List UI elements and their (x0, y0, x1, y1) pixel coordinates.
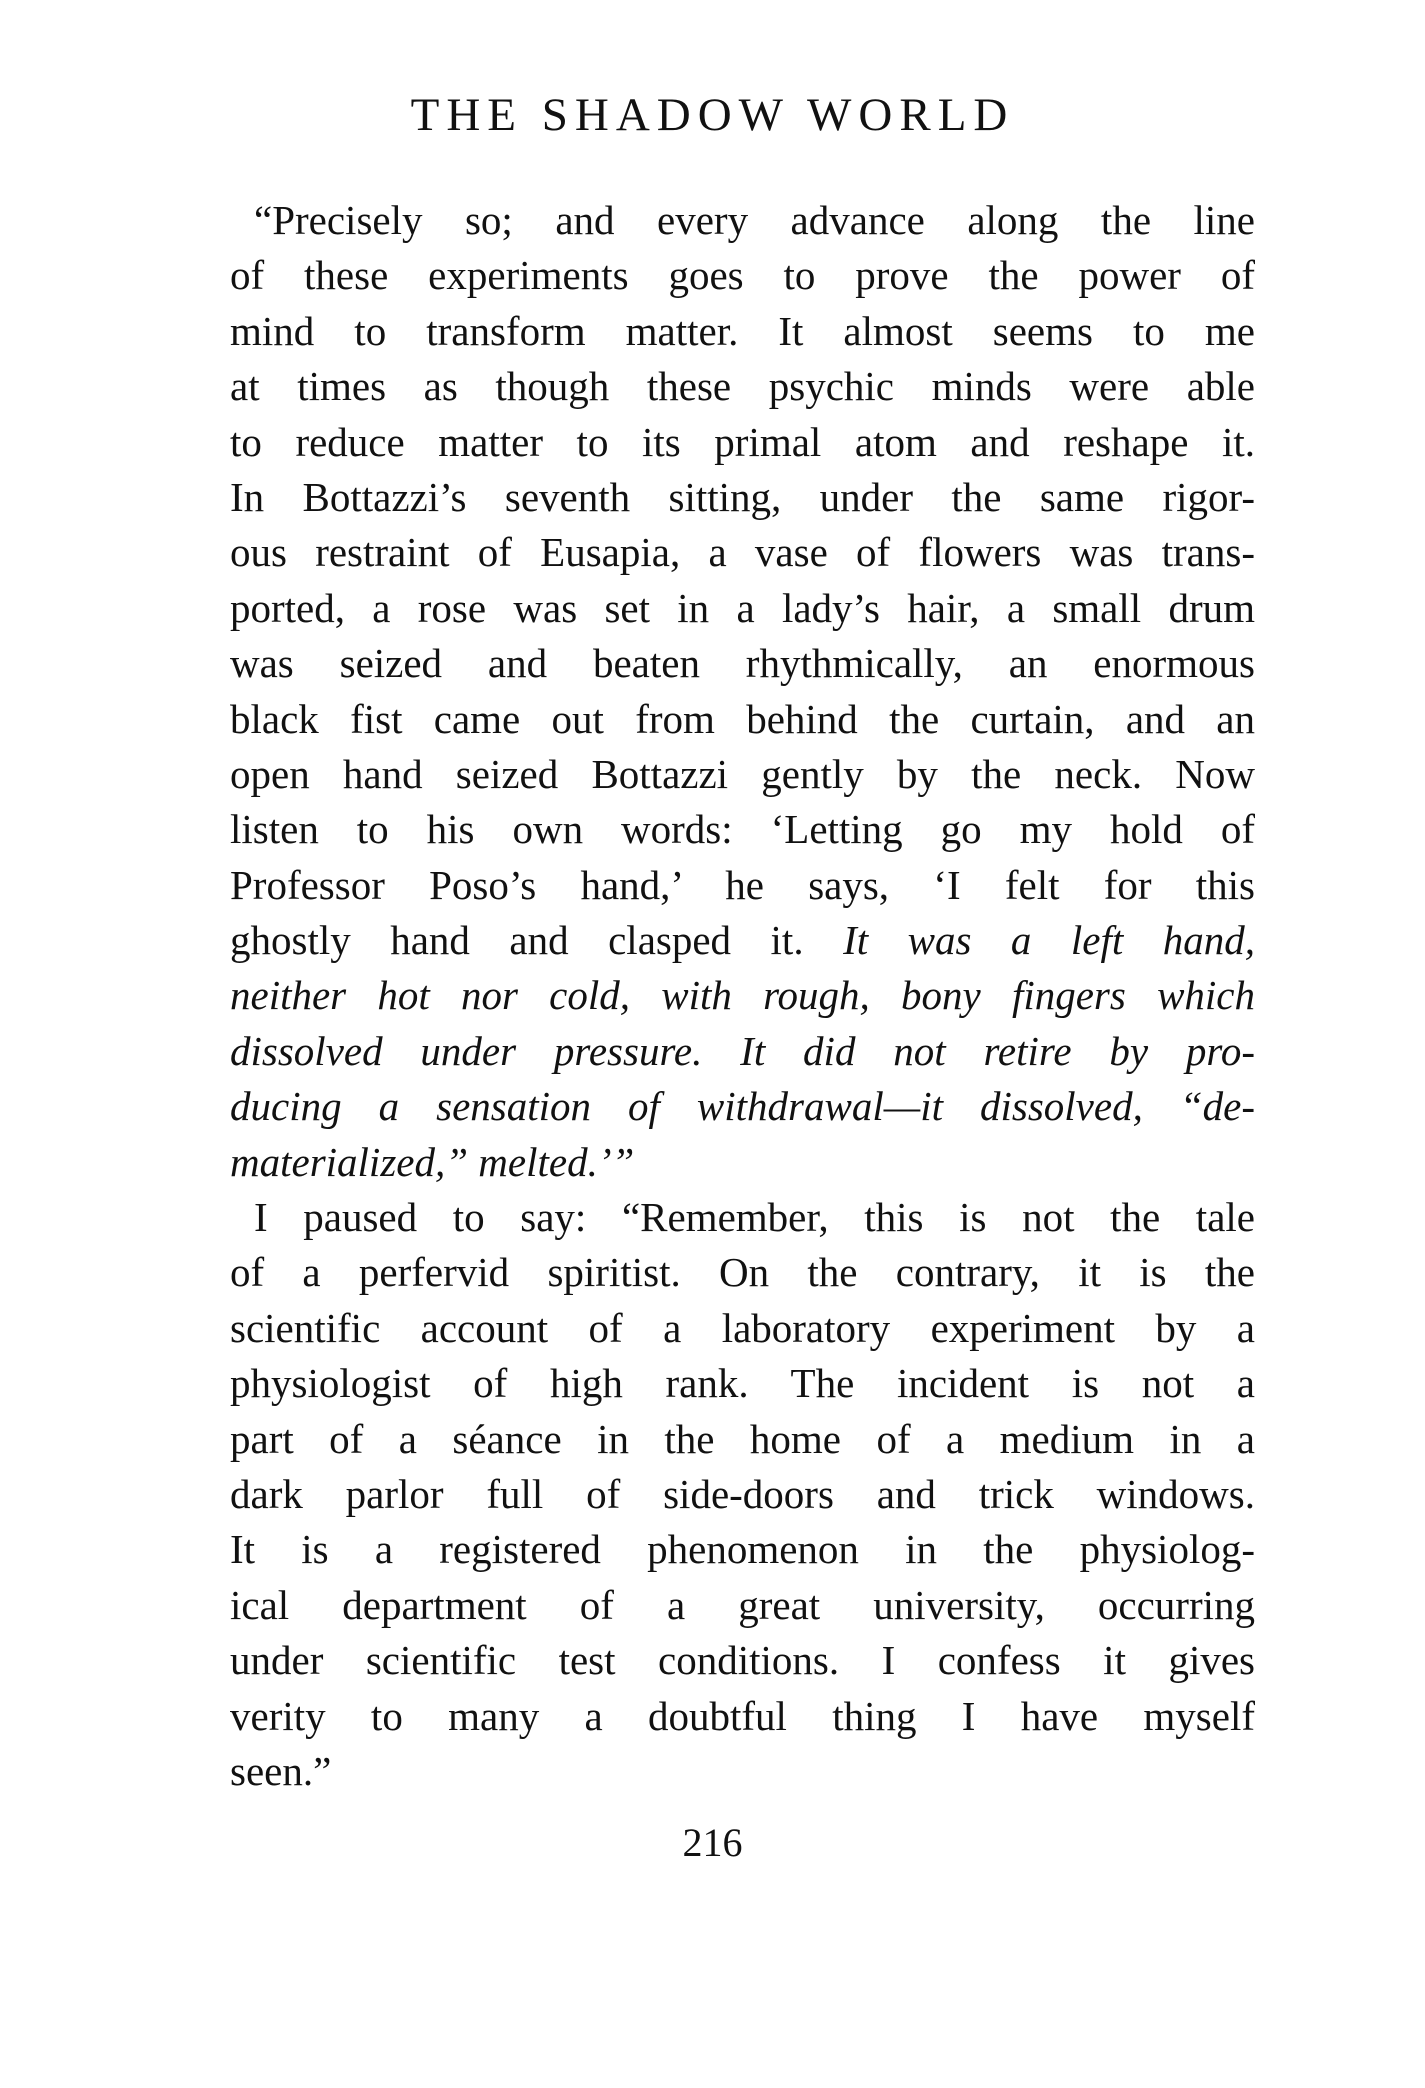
text-line: ous restraint of Eusapia, a vase of flowers was trans- (230, 529, 1255, 576)
text-line: In Bottazzi’s seventh sitting, under the same rigor- (230, 473, 1255, 520)
running-head: THE SHADOW WORLD (410, 89, 1015, 141)
text-line: seen.” (230, 1747, 332, 1794)
italic-text-line: neither hot nor cold, with rough, bony fingers which (230, 972, 1255, 1019)
text-line: under scientific test conditions. I confess it gives (230, 1637, 1255, 1684)
roman-run: ghostly hand and clasped it. (230, 917, 844, 964)
text-line: scientific account of a laboratory experiment by a (230, 1304, 1255, 1351)
text-line: of these experiments goes to prove the power of (230, 252, 1255, 299)
text-line: at times as though these psychic minds were able (230, 363, 1255, 410)
text-line: to reduce matter to its primal atom and reshape it. (230, 418, 1255, 465)
body-text (230, 193, 1255, 1799)
italic-text-line: materialized,” melted.’” (230, 1138, 635, 1185)
text-line: part of a séance in the home of a medium in a (230, 1415, 1255, 1462)
paragraph-2 (230, 1190, 1255, 1799)
italic-text-line: dissolved under pressure. It did not retire by pro- (230, 1027, 1255, 1074)
text-line: ical department of a great university, occurring (230, 1581, 1255, 1628)
text-line: of a perfervid spiritist. On the contrary, it is the (230, 1249, 1255, 1296)
text-line: It is a registered phenomenon in the physiolog- (230, 1526, 1255, 1573)
text-line-mixed (230, 913, 1255, 968)
paragraph-1 (230, 193, 1255, 1190)
text-line: black fist came out from behind the curtain, and an (230, 695, 1255, 742)
page-number: 216 (682, 1820, 743, 1865)
text-line: ported, a rose was set in a lady’s hair, a small drum (230, 584, 1255, 631)
text-line: open hand seized Bottazzi gently by the neck. Now (230, 750, 1255, 797)
italic-text-line: ducing a sensation of withdrawal—it dissolved, “de- (230, 1083, 1255, 1130)
text-line: dark parlor full of side-doors and trick windows. (230, 1470, 1255, 1517)
text-line: physiologist of high rank. The incident is not a (230, 1360, 1255, 1407)
text-line: “Precisely so; and every advance along the line (254, 197, 1255, 243)
text-line: listen to his own words: ‘Letting go my hold of (230, 806, 1255, 853)
text-line: I paused to say: “Remember, this is not the tale (254, 1194, 1255, 1241)
italic-run: It was a left hand, (843, 917, 1255, 964)
text-line: Professor Poso’s hand,’ he says, ‘I felt for this (230, 861, 1255, 908)
text-line: was seized and beaten rhythmically, an enormous (230, 640, 1255, 687)
text-line: verity to many a doubtful thing I have myself (230, 1692, 1255, 1739)
text-line: mind to transform matter. It almost seems to me (230, 307, 1255, 354)
